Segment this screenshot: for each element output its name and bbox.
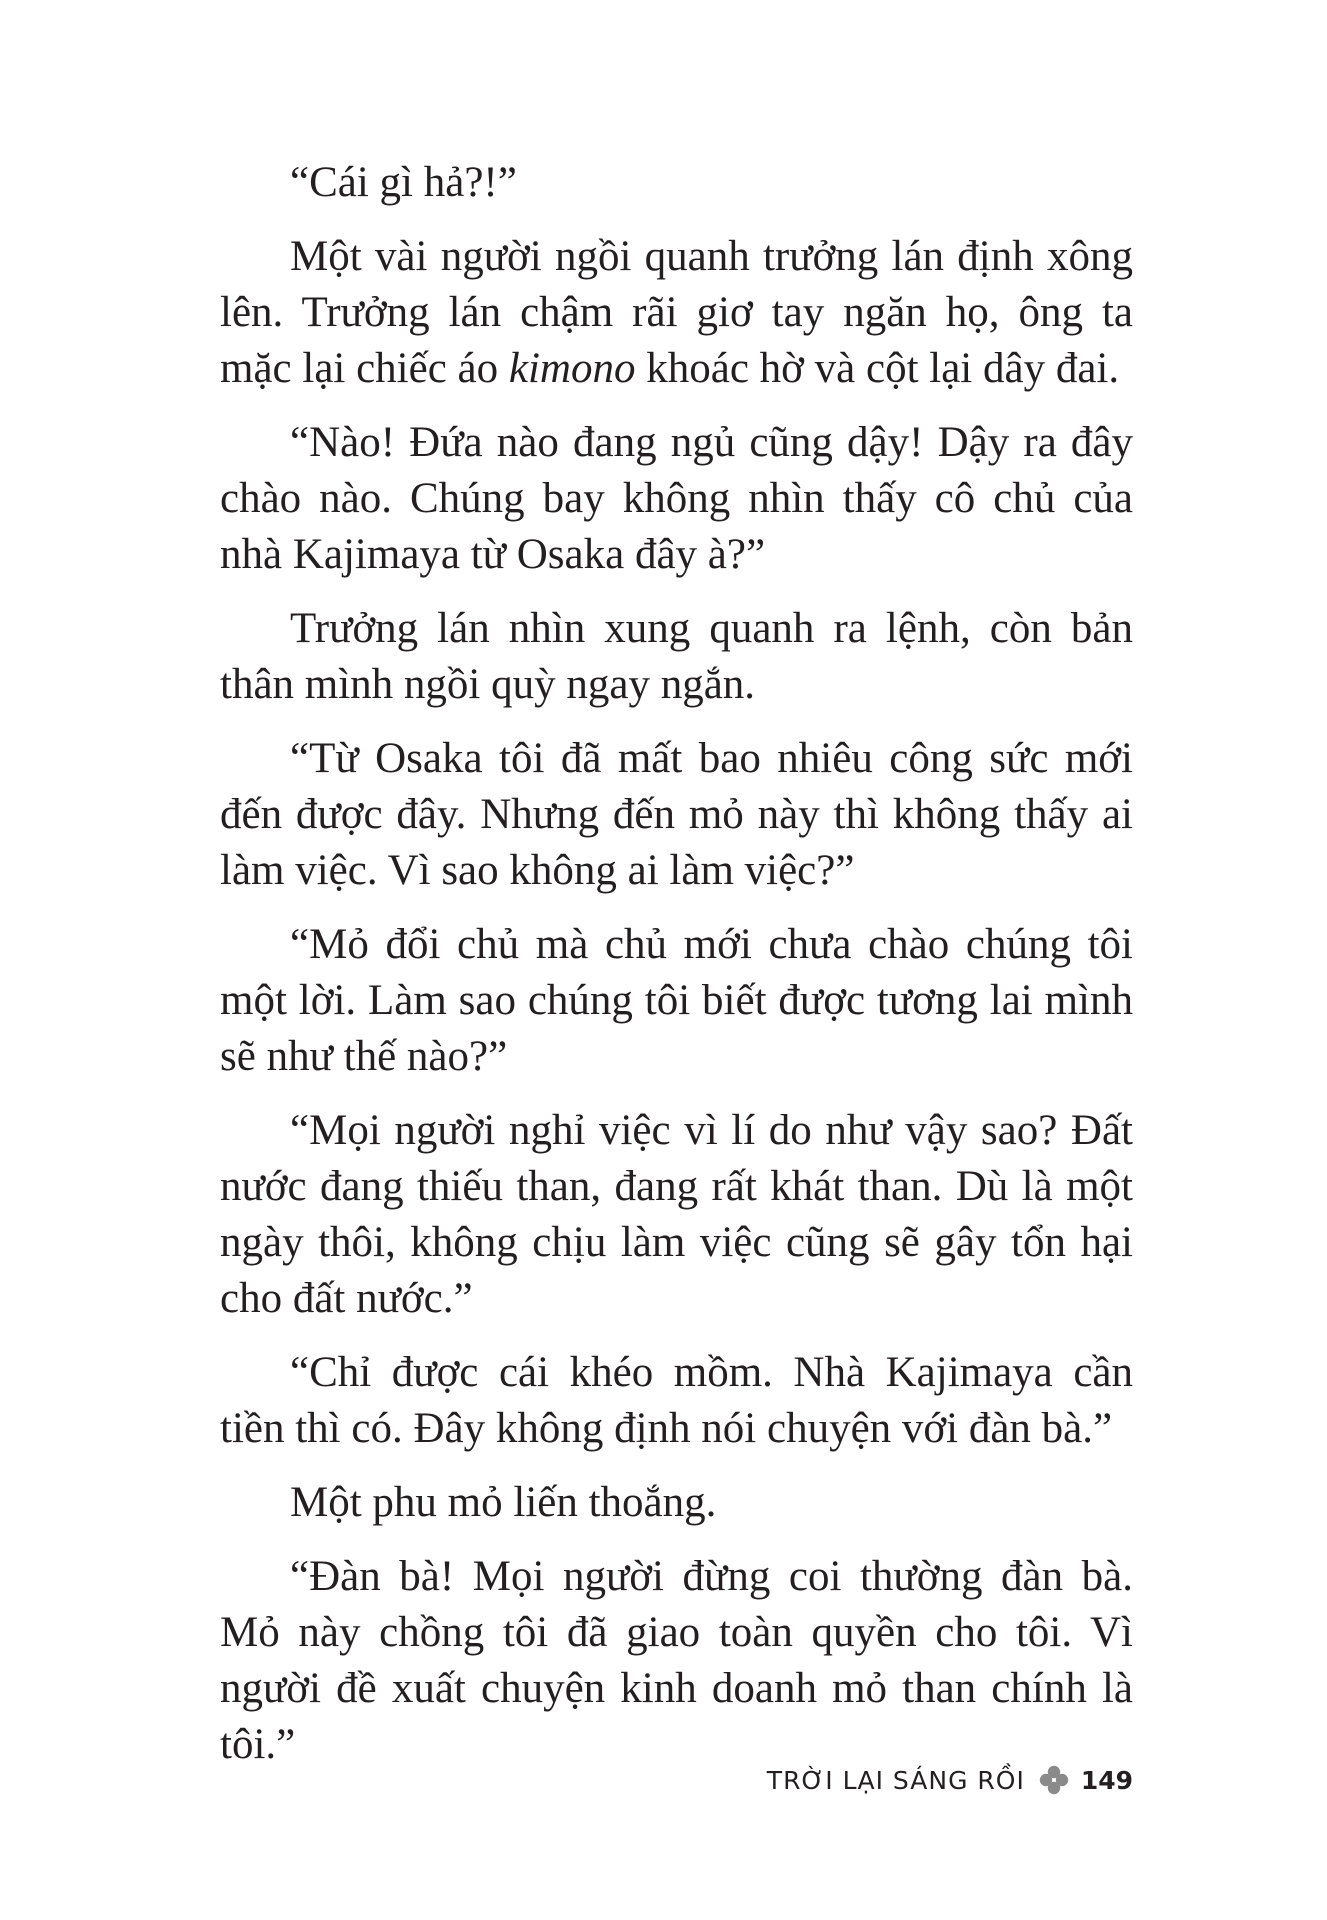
paragraph-2-italic: kimono [508, 345, 636, 392]
paragraph-4: Trưởng lán nhìn xung quanh ra lệnh, còn bản thân mình ngồi quỳ ngay ngắn. [220, 605, 1133, 708]
paragraph-7: “Mọi người nghỉ việc vì lí do như vậy sao? Đất nước đang thiếu than, đang rất khát than. Dù là một ngày thôi, không chịu làm việc cũng sẽ gây tổn hại cho đất nước.” [220, 1107, 1133, 1322]
paragraph-9: Một phu mỏ liến thoắng. [290, 1479, 717, 1526]
paragraph-2-before: Một vài người ngồi quanh trưởng lán định xông lên. Trưởng lán chậm rãi giơ tay ngăn họ, ông ta mặc lại chiếc áo [220, 233, 1133, 392]
page-body [220, 155, 1133, 1791]
book-title: TRỜI LẠI SÁNG RỒI [766, 1765, 1025, 1795]
paragraph-3: “Nào! Đứa nào đang ngủ cũng dậy! Dậy ra đây chào nào. Chúng bay không nhìn thấy cô chủ của nhà Kajimaya từ Osaka đây à?” [220, 419, 1133, 578]
paragraph-6: “Mỏ đổi chủ mà chủ mới chưa chào chúng tôi một lời. Làm sao chúng tôi biết được tương lai mình sẽ như thế nào?” [220, 921, 1133, 1080]
paragraph-10: “Đàn bà! Mọi người đừng coi thường đàn bà. Mỏ này chồng tôi đã giao toàn quyền cho tôi. Vì người đề xuất chuyện kinh doanh mỏ than chính là tôi.” [220, 1553, 1133, 1768]
page-number: 149 [1080, 1765, 1133, 1795]
paragraph-1: “Cái gì hả?!” [290, 159, 517, 206]
paragraph-2 [220, 229, 1133, 397]
paragraph-2-after: khoác hờ và cột lại dây đai. [635, 345, 1120, 392]
paragraph-8: “Chỉ được cái khéo mồm. Nhà Kajimaya cần tiền thì có. Đây không định nói chuyện với đàn bà.” [220, 1349, 1133, 1452]
page-footer [700, 1760, 1133, 1800]
paragraph-5: “Từ Osaka tôi đã mất bao nhiêu công sức mới đến được đây. Nhưng đến mỏ này thì không thấy ai làm việc. Vì sao không ai làm việc?” [220, 735, 1133, 894]
clover-icon [1039, 1765, 1069, 1795]
